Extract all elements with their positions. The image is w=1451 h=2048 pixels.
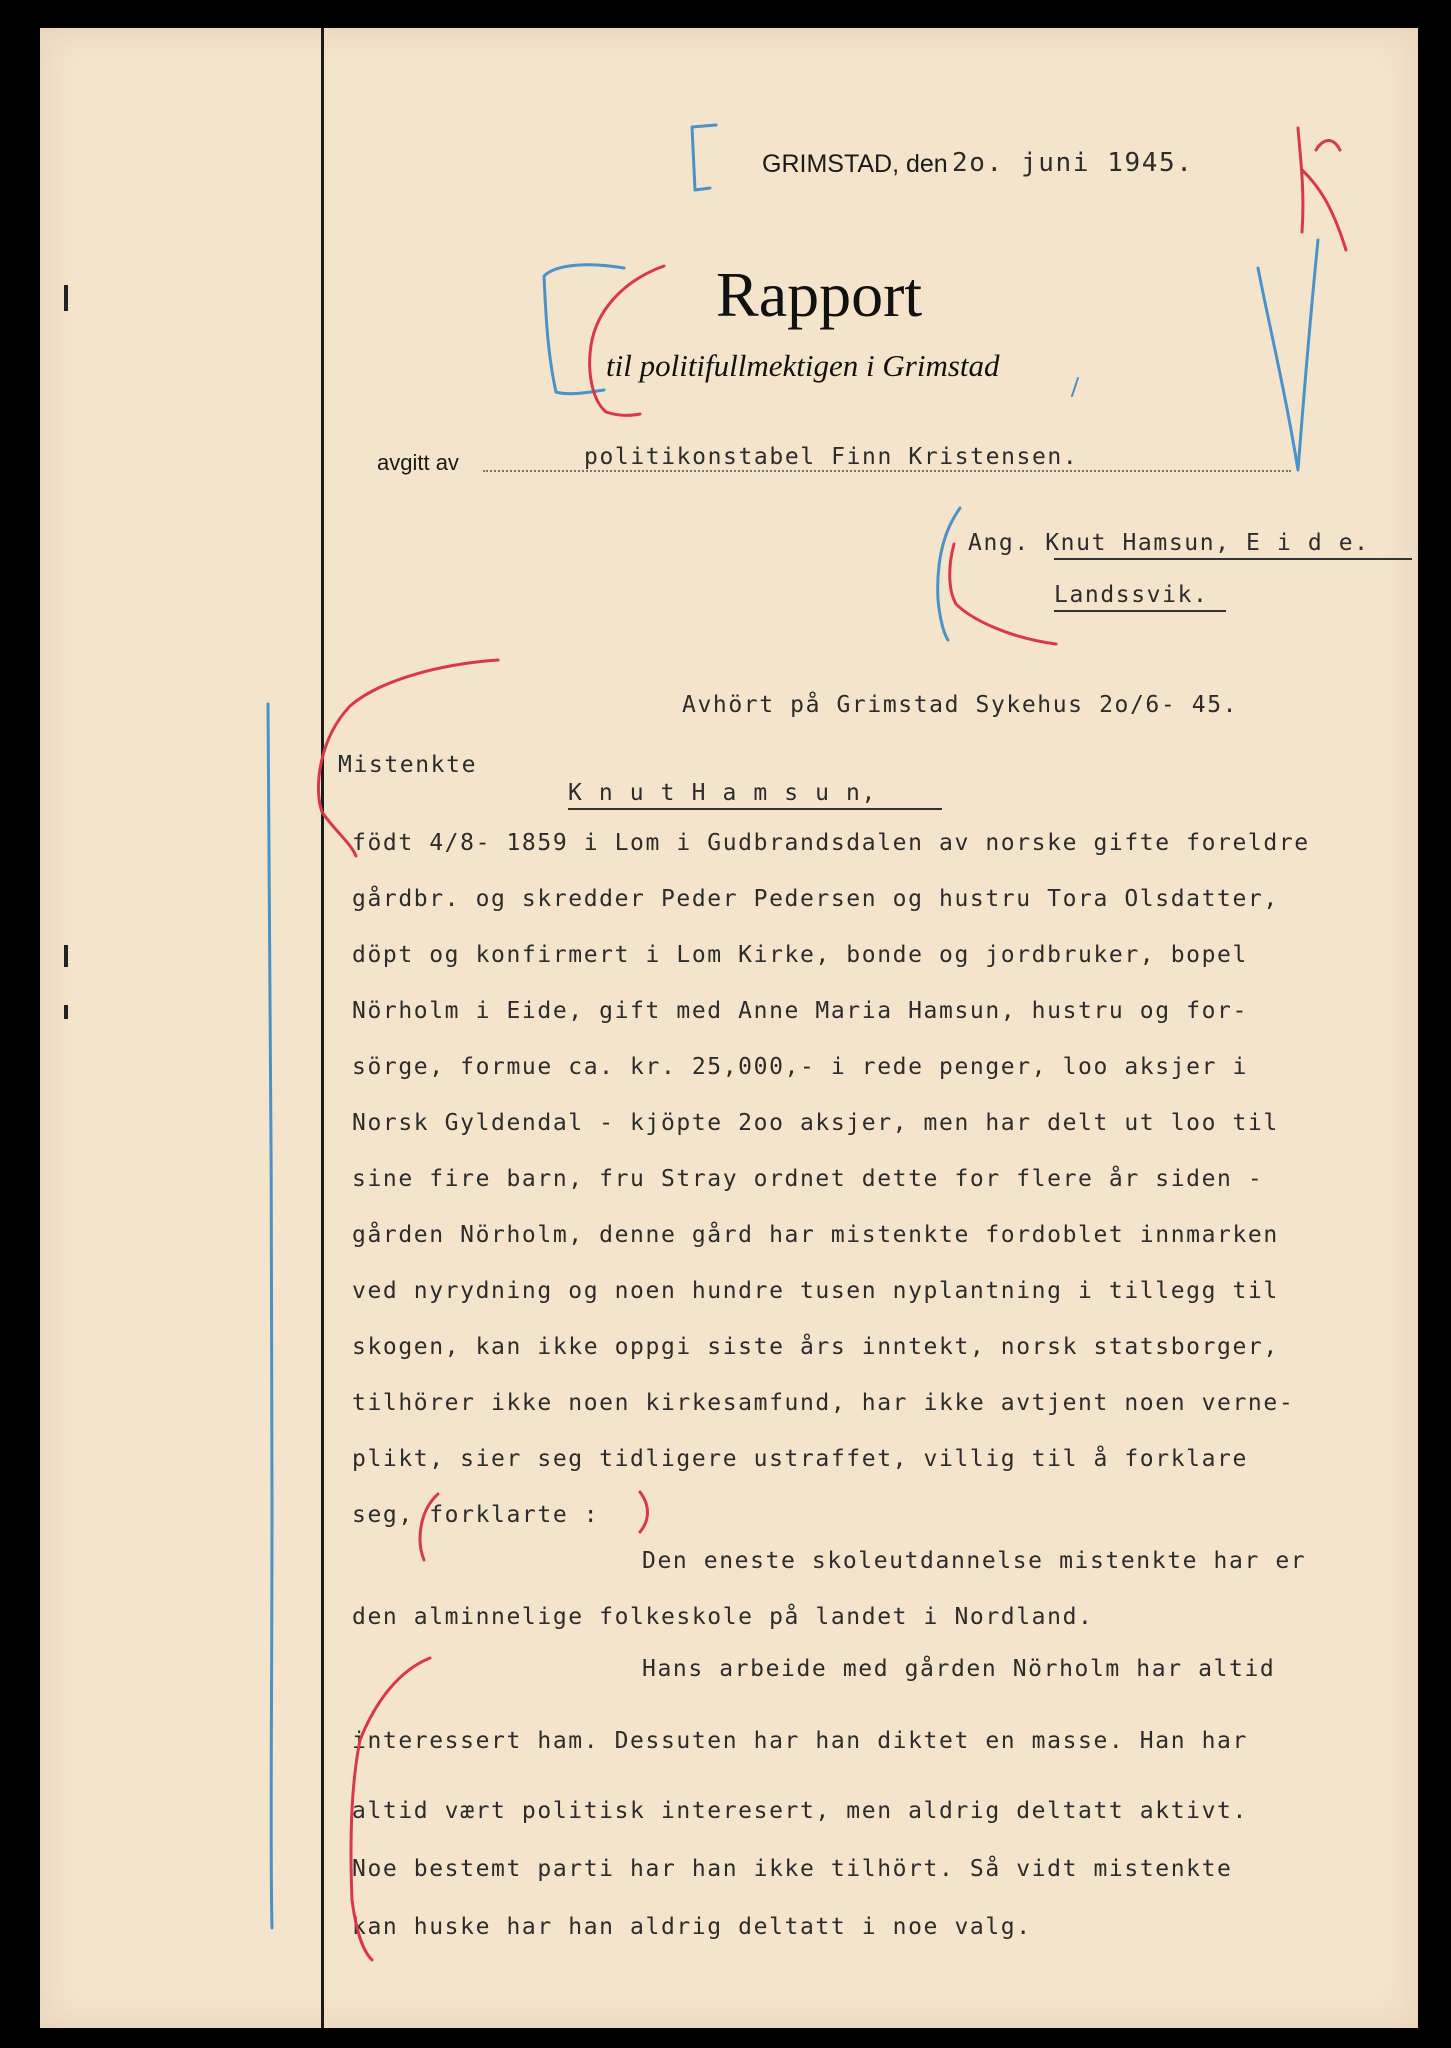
avgitt-label: avgitt av	[377, 450, 459, 475]
place-label: GRIMSTAD, den	[762, 150, 948, 178]
body-text-line: Nörholm i Eide, gift med Anne Maria Hamsun, hustru og for-	[352, 998, 1248, 1024]
body-text-line: altid vært politisk interesert, men aldrig deltatt aktivt.	[352, 1798, 1248, 1824]
red-paren-mark	[640, 1492, 648, 1532]
red-bracket-mark	[318, 660, 498, 856]
body-text-line: Noe bestemt parti har han ikke tilhört. Så vidt mistenkte	[352, 1856, 1233, 1882]
subject-line: Ang. Knut Hamsun, E i d e.	[968, 530, 1370, 556]
red-paren-mark	[420, 1494, 438, 1560]
body-text-line: plikt, sier seg tidligere ustraffet, villig til å forklare	[352, 1446, 1248, 1472]
body-text-line: seg, forklarte :	[352, 1502, 600, 1528]
body-text-line: sörge, formue ca. kr. 25,000,- i rede penger, loo aksjer i	[352, 1054, 1248, 1080]
red-bracket-mark	[351, 1658, 430, 1960]
blue-margin-line	[268, 704, 272, 1928]
blue-bracket-mark	[692, 125, 716, 190]
body-text-line: gården Nörholm, denne gård har mistenkte fordoblet innmarken	[352, 1222, 1279, 1248]
blue-bracket-mark	[544, 265, 624, 394]
suspect-name: K n u t H a m s u n,	[568, 780, 877, 806]
page-title: Rapport	[716, 259, 923, 330]
body-text-line: Norsk Gyldendal - kjöpte 2oo aksjer, men har delt ut loo til	[352, 1110, 1279, 1136]
blue-tick-mark	[1072, 378, 1078, 396]
page-subtitle: til politifullmektigen i Grimstad	[606, 348, 1000, 383]
interview-heading: Avhört på Grimstad Sykehus 2o/6- 45.	[682, 692, 1239, 718]
red-bracket-mark	[590, 266, 664, 415]
body-text-line: kan huske har han aldrig deltatt i noe valg.	[352, 1914, 1032, 1940]
report-date: 2o. juni 1945.	[952, 148, 1194, 178]
paragraph-start: Den eneste skoleutdannelse mistenkte har er	[642, 1548, 1307, 1574]
body-text-line: gårdbr. og skredder Peder Pedersen og hustru Tora Olsdatter,	[352, 886, 1279, 912]
body-text-line: födt 4/8- 1859 i Lom i Gudbrandsdalen av norske gifte foreldre	[352, 830, 1310, 856]
blue-check-mark	[1258, 240, 1318, 470]
case-type: Landssvik.	[1054, 582, 1209, 608]
body-text-line: skogen, kan ikke oppgi siste års inntekt, norsk statsborger,	[352, 1334, 1279, 1360]
body-text-line: interessert ham. Dessuten har han diktet en masse. Han har	[352, 1728, 1248, 1754]
suspect-label: Mistenkte	[338, 752, 478, 778]
reporter-name: politikonstabel Finn Kristensen.	[584, 444, 1079, 470]
body-text-line: tilhörer ikke noen kirkesamfund, har ikke avtjent noen verne-	[352, 1390, 1295, 1416]
body-text-line: den alminnelige folkeskole på landet i Nordland.	[352, 1604, 1094, 1630]
paragraph-start: Hans arbeide med gården Nörholm har altid	[642, 1656, 1276, 1682]
red-number-mark	[1298, 128, 1346, 250]
body-text-line: sine fire barn, fru Stray ordnet dette for flere år siden -	[352, 1166, 1264, 1192]
body-text-line: döpt og konfirmert i Lom Kirke, bonde og jordbruker, bopel	[352, 942, 1248, 968]
body-text-line: ved nyrydning og noen hundre tusen nyplantning i tillegg til	[352, 1278, 1279, 1304]
red-bracket-mark	[950, 544, 1056, 644]
